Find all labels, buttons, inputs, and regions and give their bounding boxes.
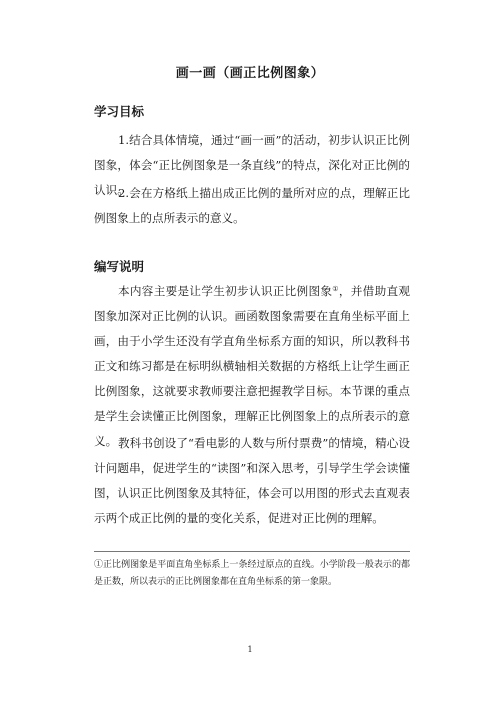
heading-writing-notes: 编写说明 — [94, 259, 145, 274]
notes-paragraph-1 — [94, 277, 410, 454]
goal-paragraph-2: 2.会在方格纸上描出成正比例的量所对应的点，理解正比例图象上的点所表示的意义。 — [94, 186, 410, 225]
notes-paragraph-1-text-a: 本内容主要是让学生初步认识正比例图象 — [118, 284, 333, 298]
footnote-divider — [94, 551, 410, 552]
footnote: ①正比例图象是平面直角坐标系上一条经过原点的直线。小学阶段一般表示的都是正数，所以表示的正比例图象都在直角坐标系的第一象限。 — [94, 560, 410, 587]
page-title: 画一画（画正比例图象） — [175, 66, 325, 81]
notes-paragraph-2: 教科书创设了“看电影的人数与所付票费”的情境，精心设计问题串，促进学生的“读图”和深入思考，引导学生学会读懂图，认识正比例图象及其特征，体会可以用图的形式去直观表示两个成正比例的量的变化关系，促进对正比例的理解。 — [94, 436, 410, 525]
heading-learning-goals: 学习目标 — [94, 104, 145, 119]
page-number: 1 — [247, 645, 253, 654]
notes-paragraph-1-text-b: ，并借助直观图象加深对正比例的认识。画函数图象需要在直角坐标平面上画，由于小学生还没有学直角坐标系方面的知识，所以教科书正文和练习都是在标明纵横轴相关数据的方格纸上让学生画正比例图象，这就要求教师要注意把握教学目标。本节课的重点是学生会读懂正比例图象，理解正比例图象上的点所表示的意义。 — [94, 284, 410, 448]
footnote-marker: ① — [332, 285, 339, 293]
goal-paragraph-1: 1.结合具体情境，通过“画一画”的活动，初步认识正比例图象，体会“正比例图象是一条直线”的特点，深化对正比例的认识。 — [94, 133, 410, 197]
